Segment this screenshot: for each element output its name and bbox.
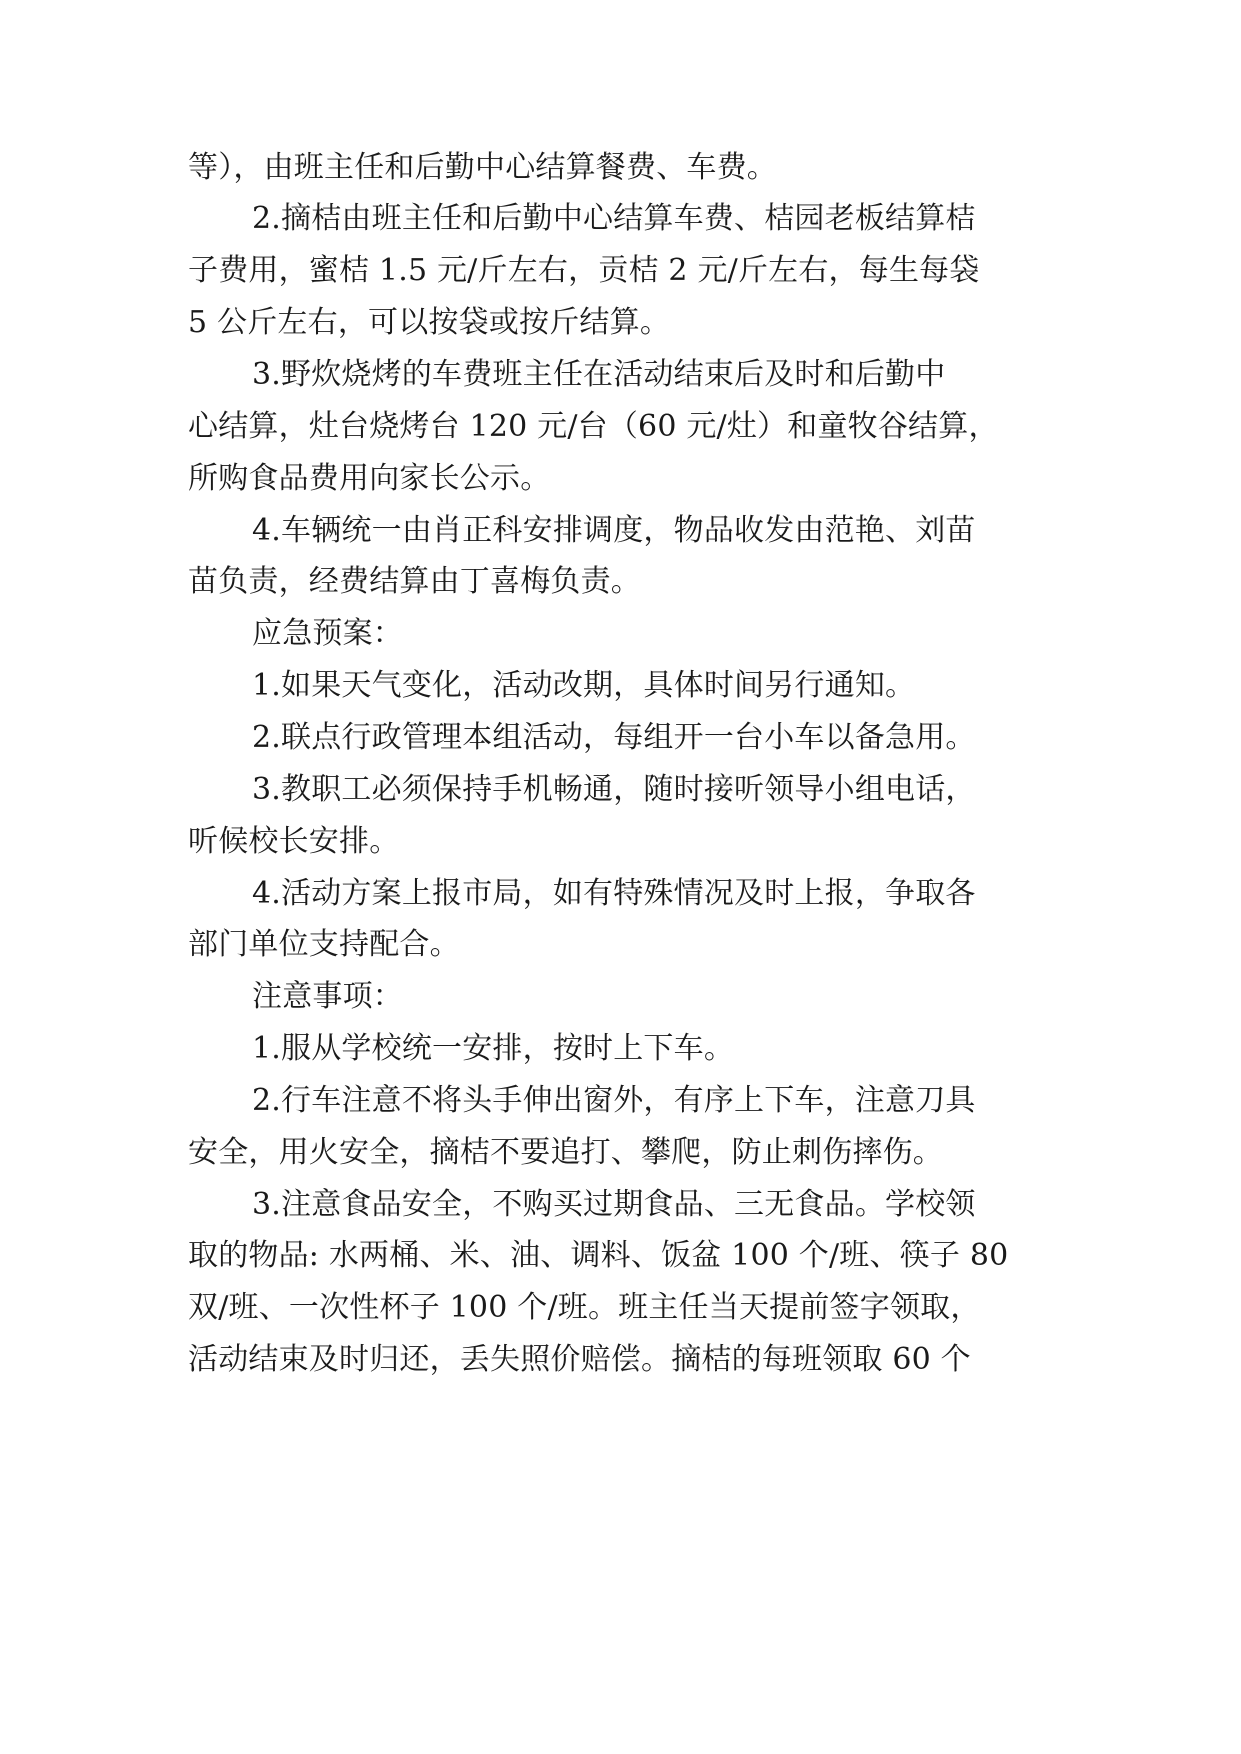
text-line: 取的物品: 水两桶、米、油、调料、饭盆 100 个/班、筷子 80 xyxy=(188,1238,1009,1273)
text-line: 安全，用火安全，摘桔不要追打、攀爬，防止刺伤摔伤。 xyxy=(188,1135,943,1170)
text-line: 部门单位支持配合。 xyxy=(188,927,460,962)
text-line: 听候校长安排。 xyxy=(188,824,400,859)
section-heading: 注意事项： xyxy=(252,979,403,1014)
text-line: 3.野炊烧烤的车费班主任在活动结束后及时和后勤中 xyxy=(252,357,946,392)
text-line: 心结算，灶台烧烤台 120 元/台（60 元/灶）和童牧谷结算， xyxy=(188,409,999,444)
text-line: 等），由班主任和后勤中心结算餐费、车费。 xyxy=(188,150,777,185)
text-line: 5 公斤左右，可以按袋或按斤结算。 xyxy=(188,305,671,340)
text-line: 活动结束及时归还，丢失照价赔偿。摘桔的每班领取 60 个 xyxy=(188,1342,971,1377)
text-line: 4.车辆统一由肖正科安排调度，物品收发由范艳、刘苗 xyxy=(252,513,976,548)
text-line: 所购食品费用向家长公示。 xyxy=(188,461,551,496)
text-line: 2.摘桔由班主任和后勤中心结算车费、桔园老板结算桔 xyxy=(252,201,976,236)
text-line: 子费用，蜜桔 1.5 元/斤左右，贡桔 2 元/斤左右，每生每袋 xyxy=(188,253,980,288)
text-line: 双/班、一次性杯子 100 个/班。班主任当天提前签字领取， xyxy=(188,1290,981,1325)
text-line: 2.联点行政管理本组活动，每组开一台小车以备急用。 xyxy=(252,720,976,755)
text-line: 2.行车注意不将头手伸出窗外，有序上下车，注意刀具 xyxy=(252,1083,976,1118)
text-line: 3.教职工必须保持手机畅通，随时接听领导小组电话， xyxy=(252,772,976,807)
text-line: 苗负责，经费结算由丁喜梅负责。 xyxy=(188,564,641,599)
text-line: 3.注意食品安全，不购买过期食品、三无食品。学校领 xyxy=(252,1187,976,1222)
text-line: 1.服从学校统一安排，按时上下车。 xyxy=(252,1031,735,1066)
text-line: 1.如果天气变化，活动改期，具体时间另行通知。 xyxy=(252,668,916,703)
section-heading: 应急预案： xyxy=(252,616,403,651)
text-line: 4.活动方案上报市局，如有特殊情况及时上报，争取各 xyxy=(252,876,976,911)
